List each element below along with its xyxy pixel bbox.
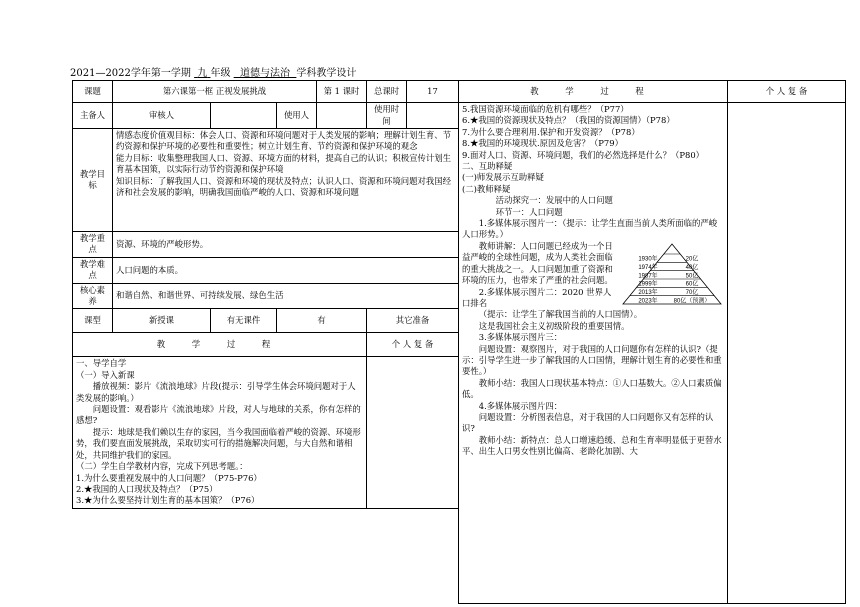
grade-suffix: 年级: [210, 68, 231, 79]
lesson-info-table: [72, 80, 459, 509]
summary-1: 教师小结：我国人口现状基本特点：①人口基数大。②人口素质偏低。: [462, 377, 722, 400]
q-3: 3.★为什么要坚持计划生育的基本国策？（P76）: [76, 495, 260, 506]
process-heading-left: 教 学 过 程: [73, 333, 367, 357]
goal-ability: 能力目标：收集整理我国人口、资源、环境方面的材料，提高自己的认识；积极宣传计划生育基本国策，以实际行动节约资源和保护环境: [116, 152, 451, 175]
core-value: 和谐自然、和谐世界、可持续发展、绿色生活: [113, 283, 459, 309]
core-label: 核心素养: [73, 283, 113, 309]
goal-content: [113, 129, 459, 232]
national-condition: 这是我国社会主义初级阶段的重要国情。: [478, 320, 630, 331]
page-header: [70, 64, 356, 79]
q-9: 9.面对人口、资源、环境问题，我们的必然选择是什么？（P80）: [462, 149, 705, 160]
review-heading-left: 个 人 复 备: [367, 333, 459, 357]
subject: 道德与法治: [240, 68, 291, 79]
user-label: 使用人: [277, 103, 317, 129]
left-column: [72, 80, 458, 509]
pyramid-value: 50亿: [685, 273, 699, 280]
population-pyramid: [622, 243, 722, 308]
other-prep-label: 其它准备: [367, 309, 459, 333]
topic-value: 第六课第一框 正视发展挑战: [113, 81, 317, 103]
difficulty-value: 人口问题的本质。: [113, 257, 459, 283]
step-1: 一、导学自学: [76, 358, 127, 369]
pyramid-value: 60亿: [685, 281, 699, 288]
pyramid-year: 1974年: [638, 264, 658, 271]
teacher-explain: 教师讲解：人口问题已经成为一个日益严峻的全球性问题，成为人类社会面临的重大挑战之一。人口问题加重了资源和环境的压力，也带来了严重的社会问题。: [462, 240, 613, 286]
pyramid-year: 1930年: [638, 256, 658, 263]
goal-emotion: 情感态度价值观目标：体会人口、资源和环境问题对于人类发展的影响；理解计划生育、节约资源和保护环境的必要性和重要性；树立计划生育、节约资源和保护环境的观念: [116, 130, 451, 152]
key-value: 资源、环境的严峻形势。: [113, 232, 459, 258]
review-heading-right: 个 人 复 备: [728, 81, 846, 103]
doc-title-suffix: 学科教学设计: [296, 68, 357, 79]
step-1-2: （二）学生自学教材内容，完成下列思考题。：: [76, 461, 248, 472]
media-3: 3.多媒体展示图片三：: [478, 332, 563, 343]
pyramid-value: 40亿: [685, 264, 699, 271]
hint-1: 提示：地球是我们赖以生存的家园，当今我国面临着严峻的资源、环境形势，我们要直面发展挑战，采取切实可行的措施解决问题，与大自然和谐相处，共同维护我们的家园。: [76, 426, 361, 460]
q-1: 1.为什么要重视发展中的人口问题？（P75-P76）: [76, 472, 262, 483]
pyramid-year: 1987年: [638, 273, 658, 280]
q-6: 6.★我国的资源现状及特点？（我国的资源国情）（P78）: [462, 115, 675, 126]
semester: 2021—2022学年第一学期: [70, 68, 191, 79]
use-time-label: 使用时间: [367, 103, 407, 129]
step-1-1: （一）导入新课: [76, 369, 135, 380]
reviewer-label: 审核人: [113, 103, 211, 129]
summary-2: 教师小结：新特点：总人口增速趋缓、总和生育率明显低于更替水平、出生人口男女性别比偏高、老龄化加剧、大: [462, 434, 722, 457]
pyramid-year: 1999年: [638, 281, 658, 288]
total-label: 总课时: [367, 81, 407, 103]
media-4: 4.多媒体展示图片四：: [478, 400, 563, 411]
goal-label: 教学目标: [73, 129, 113, 232]
q-5: 5.我国资源环境面临的危机有哪些？（P77）: [462, 104, 629, 114]
process-heading-right: 教 学 过 程: [459, 81, 728, 103]
key-label: 教学重点: [73, 232, 113, 258]
left-process-body: [73, 357, 367, 509]
q-2: 2.★我国的人口现状及特点？（P75）: [76, 483, 218, 494]
step-2: 二、互助释疑: [462, 161, 513, 172]
question-4: 问题设置：分析图表信息，对于我国的人口问题你又有怎样的认识?: [462, 411, 714, 434]
total-value: 17: [407, 81, 459, 103]
media-2: 2.多媒体展示图片二：2020 世界人口排名: [462, 286, 612, 308]
right-process-body: [459, 103, 728, 604]
activity-1: 活动探究一：发展中的人口问题: [495, 195, 613, 206]
grade: 九: [197, 68, 208, 79]
section-1: 环节一：人口问题: [495, 206, 563, 217]
question-1: 问题设置：观看影片《流浪地球》片段，对人与地球的关系，你有怎样的感想?: [76, 404, 361, 426]
preparer-label: 主备人: [73, 103, 113, 129]
pyramid-year: 2023年: [638, 298, 658, 305]
hint-2: （提示：让学生了解我国当前的人口国情）。: [478, 309, 643, 320]
goal-knowledge: 知识目标：了解我国人口、资源和环境的现状及特点；认识人口、资源和环境问题对我国经济和社会发展的影响，明确我国面临严峻的人口、资源和环境问题: [116, 175, 451, 198]
type-label: 课型: [73, 309, 113, 333]
courseware-value: 有: [277, 309, 367, 333]
pyramid-value: 20亿: [685, 256, 699, 263]
step-2-1: (一)师发展示互助释疑: [462, 172, 544, 183]
difficulty-label: 教学难点: [73, 257, 113, 283]
pyramid-year: 2013年: [638, 289, 658, 296]
right-column: [458, 80, 845, 604]
process-table: [458, 80, 846, 604]
video-note: 播放视频：影片《流浪地球》片段(提示：引导学生体会环境问题对于人类发展的影响。）: [76, 381, 356, 403]
step-2-2: (二)教师释疑: [462, 183, 511, 194]
period: 第 1 课时: [317, 81, 367, 103]
pyramid-value: 70亿: [685, 289, 699, 296]
pyramid-value: 80亿（预测）: [673, 298, 711, 305]
q-8: 8.★我国的环境现状.原因及危害？（P79）: [462, 138, 623, 149]
q-7: 7.为什么要合理利用.保护和开发资源？（P78）: [462, 126, 640, 137]
media-1: 1.多媒体展示图片一：（提示：让学生直面当前人类所面临的严峻人口形势。）: [462, 218, 718, 240]
courseware-label: 有无课件: [211, 309, 277, 333]
question-3: 问题设置：观察图片，对于我国的人口问题你有怎样的认识?（提示：引导学生进一步了解我国的人口国情，理解计划生育的必要性和重要性。）: [462, 343, 722, 377]
topic-label: 课题: [73, 81, 113, 103]
type-value: 新授课: [113, 309, 211, 333]
